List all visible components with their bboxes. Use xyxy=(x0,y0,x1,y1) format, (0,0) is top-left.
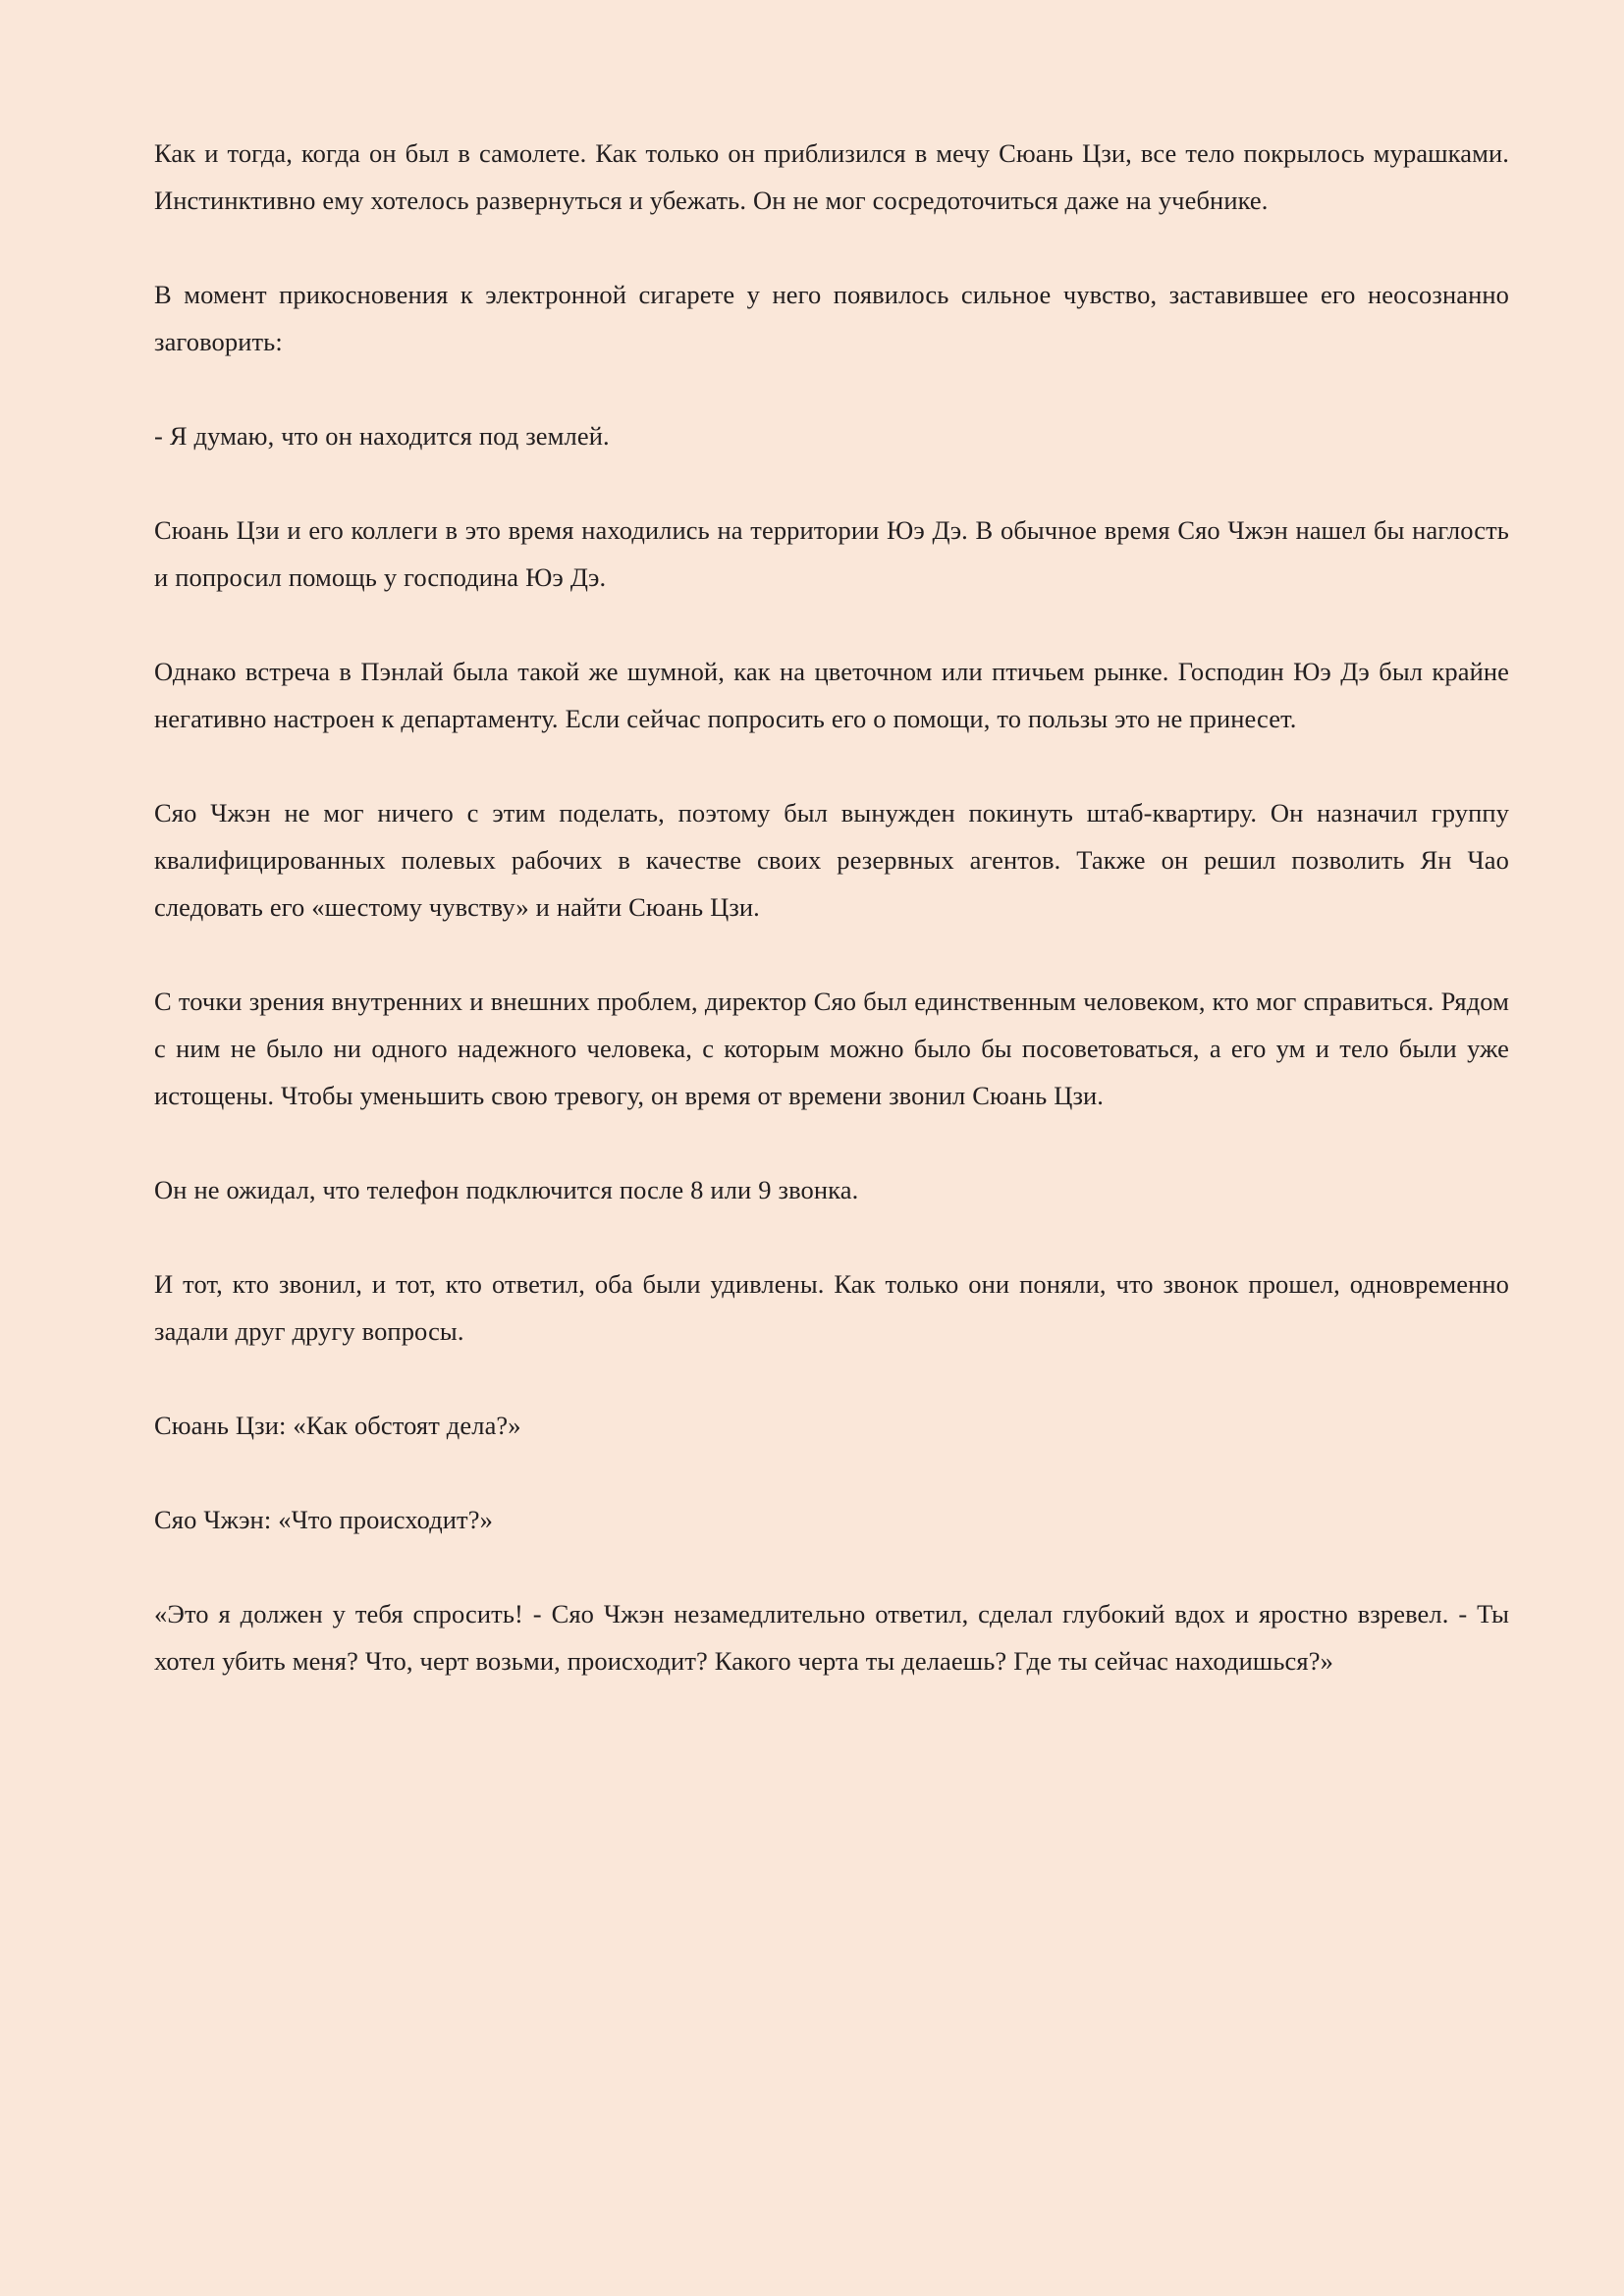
paragraph-4: Сюань Цзи и его коллеги в это время находились на территории Юэ Дэ. В обычное время Сяо Чжэн нашел бы наглость и попросил помощь у господина Юэ Дэ. xyxy=(154,515,1509,592)
paragraph-3: - Я думаю, что он находится под землей. xyxy=(154,421,610,451)
document-text-body xyxy=(154,130,1509,1684)
paragraph-8: Он не ожидал, что телефон подключится после 8 или 9 звонка. xyxy=(154,1175,859,1204)
paragraph-11: Сяо Чжэн: «Что происходит?» xyxy=(154,1505,493,1534)
paragraph-7: С точки зрения внутренних и внешних проблем, директор Сяо был единственным человеком, кто мог справиться. Рядом с ним не было ни одного надежного человека, с которым можно было бы посоветоваться, а его ум и тело были уже истощены. Чтобы уменьшить свою тревогу, он время от времени звонил Сюань Цзи. xyxy=(154,987,1509,1110)
paragraph-1: Как и тогда, когда он был в самолете. Как только он приблизился в мечу Сюань Цзи, все тело покрылось мурашками. Инстинктивно ему хотелось развернуться и убежать. Он не мог сосредоточиться даже на учебнике. xyxy=(154,138,1509,215)
paragraph-12: «Это я должен у тебя спросить! - Сяо Чжэн незамедлительно ответил, сделал глубокий вдох и яростно взревел. - Ты хотел убить меня? Что, черт возьми, происходит? Какого черта ты делаешь? Где ты сейчас находишься?» xyxy=(154,1599,1509,1676)
paragraph-10: Сюань Цзи: «Как обстоят дела?» xyxy=(154,1411,521,1440)
paragraph-6: Сяо Чжэн не мог ничего с этим поделать, поэтому был вынужден покинуть штаб-квартиру. Он назначил группу квалифицированных полевых рабочих в качестве своих резервных агентов. Также он решил позволить Ян Чао следовать его «шестому чувству» и найти Сюань Цзи. xyxy=(154,798,1509,922)
paragraph-5: Однако встреча в Пэнлай была такой же шумной, как на цветочном или птичьем рынке. Господин Юэ Дэ был крайне негативно настроен к департаменту. Если сейчас попросить его о помощи, то пользы это не принесет. xyxy=(154,657,1509,733)
paragraph-2: В момент прикосновения к электронной сигарете у него появилось сильное чувство, заставившее его неосознанно заговорить: xyxy=(154,280,1509,356)
paragraph-9: И тот, кто звонил, и тот, кто ответил, оба были удивлены. Как только они поняли, что звонок прошел, одновременно задали друг другу вопросы. xyxy=(154,1269,1509,1346)
